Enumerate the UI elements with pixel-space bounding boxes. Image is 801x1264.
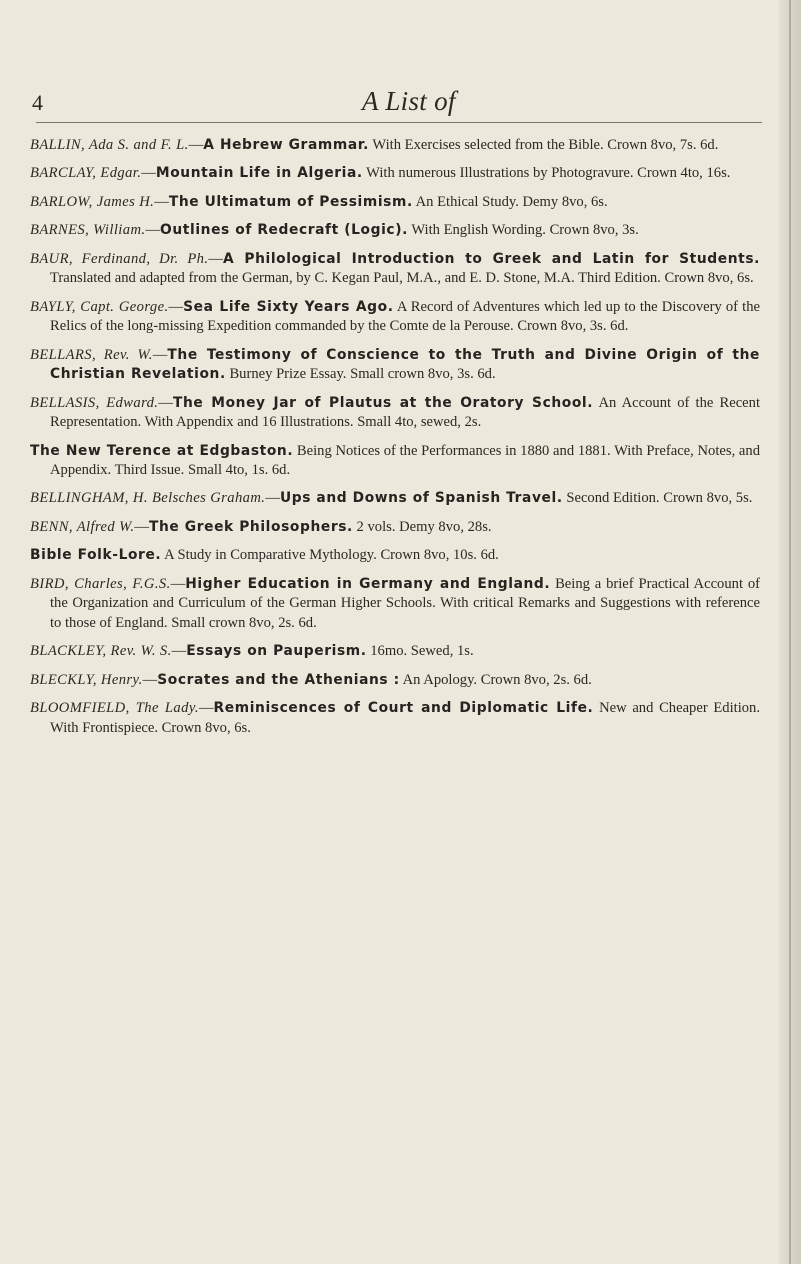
entry-title: Outlines of Redecraft (Logic). [160, 222, 408, 239]
entry-dash: — [171, 643, 187, 660]
entry-author: BALLIN, Ada S. and F. L. [30, 137, 189, 153]
entry-description: With Exercises selected from the Bible. Crown 8vo, 7s. 6d. [372, 137, 719, 153]
entry-description: Being a brief Practical Account of the Organization and Curriculum of the German Higher Schools. With critical Remarks and Suggestions with reference to those of England. Small crown 8vo, 2s. 6d. [50, 575, 760, 631]
catalogue-entry [30, 136, 760, 156]
entry-dash: — [198, 700, 214, 717]
entry-author: BELLARS, Rev. W. [30, 346, 153, 363]
entry-dash: — [208, 250, 223, 267]
entry-title: The Testimony of Conscience to the Truth and Divine Origin of the Christian Revelation. [50, 346, 760, 383]
entry-dash: — [170, 575, 186, 592]
catalogue-entry [30, 221, 760, 241]
entry-title: Ups and Downs of Spanish Travel. [279, 490, 563, 507]
entry-dash: — [168, 298, 184, 315]
running-title: A List of [362, 86, 456, 116]
entry-dash: — [188, 137, 204, 153]
entry-dash: — [152, 346, 168, 363]
header-rule [36, 122, 762, 123]
entry-title: The Greek Philosophers. [148, 518, 353, 535]
catalogue-entry [30, 164, 760, 184]
entry-author: BLACKLEY, Rev. W. S. [30, 643, 172, 660]
binding-line [789, 0, 791, 1264]
entry-description: Being Notices of the Performances in 1880 and 1881. With Preface, Notes, and Appendix. Third Issue. Small 4to, 1s. 6d. [50, 442, 760, 479]
entry-title: The New Terence at Edgbaston. [30, 442, 294, 459]
catalogue-entry [30, 575, 760, 634]
entry-description: An Ethical Study. Demy 8vo, 6s. [415, 193, 608, 210]
catalogue-entry [30, 346, 760, 385]
entry-title: The Money Jar of Plautus at the Oratory School. [172, 394, 594, 411]
entry-author: BAUR, Ferdinand, Dr. Ph. [30, 250, 209, 267]
catalogue-entry [30, 546, 760, 566]
entry-title: A Hebrew Grammar. [203, 137, 370, 153]
catalogue-entry [30, 193, 760, 213]
entry-dash: — [134, 518, 149, 535]
entry-description: Second Edition. Crown 8vo, 5s. [566, 490, 753, 507]
entry-title: Bible Folk-Lore. [30, 547, 162, 564]
entry-title: Sea Life Sixty Years Ago. [183, 298, 394, 315]
entry-title: The Ultimatum of Pessimism. [168, 193, 413, 210]
entry-description: A Study in Comparative Mythology. Crown 8vo, 10s. 6d. [164, 547, 499, 564]
catalogue-entry [30, 394, 760, 433]
catalogue-entry [30, 298, 760, 337]
entry-author: BARLOW, James H. [30, 193, 155, 210]
entry-description: New and Cheaper Edition. With Frontispiece. Crown 8vo, 6s. [50, 700, 760, 736]
entry-description: A Record of Adventures which led up to the Discovery of the Relics of the long-missing Expedition commanded by the Comte de la Perouse. Crown 8vo, 3s. 6d. [50, 298, 760, 335]
page-number: 4 [32, 90, 43, 115]
catalogue-entry [30, 442, 760, 481]
entry-author: BAYLY, Capt. George. [30, 298, 169, 315]
entry-title: A Philological Introduction to Greek and Latin for Students. [222, 250, 760, 267]
entry-description: An Apology. Crown 8vo, 2s. 6d. [402, 671, 592, 688]
entry-title: Socrates and the Athenians : [157, 671, 400, 688]
entry-author: BIRD, Charles, F.G.S. [30, 575, 171, 592]
entry-author: BLOOMFIELD, The Lady. [30, 700, 199, 717]
catalogue-entry [30, 671, 760, 691]
entry-title: Reminiscences of Court and Diplomatic Life. [213, 700, 594, 717]
entry-dash: — [158, 394, 173, 411]
entry-description: With numerous Illustrations by Photogravure. Crown 4to, 16s. [366, 165, 731, 182]
entry-author: BELLINGHAM, H. Belsches Graham. [30, 490, 266, 507]
page-header [0, 86, 801, 126]
catalogue-entry [30, 489, 760, 509]
catalogue-entry [30, 250, 760, 289]
entry-description: An Account of the Recent Representation. With Appendix and 16 Illustrations. Small 4to, sewed, 2s. [50, 394, 760, 431]
entry-dash: — [265, 490, 280, 507]
entry-title: Mountain Life in Algeria. [155, 165, 363, 182]
catalogue-entry [30, 699, 760, 738]
entry-title: Higher Education in Germany and England. [185, 575, 551, 592]
entry-author: BARCLAY, Edgar. [30, 165, 142, 182]
entry-dash: — [145, 222, 161, 239]
catalogue-entry [30, 518, 760, 538]
entry-description: 16mo. Sewed, 1s. [370, 643, 474, 660]
entry-author: BLECKLY, Henry. [30, 671, 143, 688]
entry-dash: — [142, 671, 158, 688]
entry-description: 2 vols. Demy 8vo, 28s. [356, 518, 492, 535]
entry-author: BARNES, William. [30, 222, 146, 239]
entry-title: Essays on Pauperism. [186, 643, 367, 660]
entry-author: BENN, Alfred W. [30, 518, 135, 535]
entry-description: Burney Prize Essay. Small crown 8vo, 3s. 6d. [229, 366, 496, 383]
catalogue-entry [30, 642, 760, 662]
entry-author: BELLASIS, Edward. [30, 394, 159, 411]
entry-dash: — [154, 193, 169, 210]
entry-description: With English Wording. Crown 8vo, 3s. [411, 222, 639, 239]
entry-dash: — [141, 165, 156, 182]
entry-description: Translated and adapted from the German, by C. Kegan Paul, M.A., and E. D. Stone, M.A. Third Edition. Crown 8vo, 6s. [50, 270, 754, 287]
catalogue-entries [30, 136, 760, 747]
